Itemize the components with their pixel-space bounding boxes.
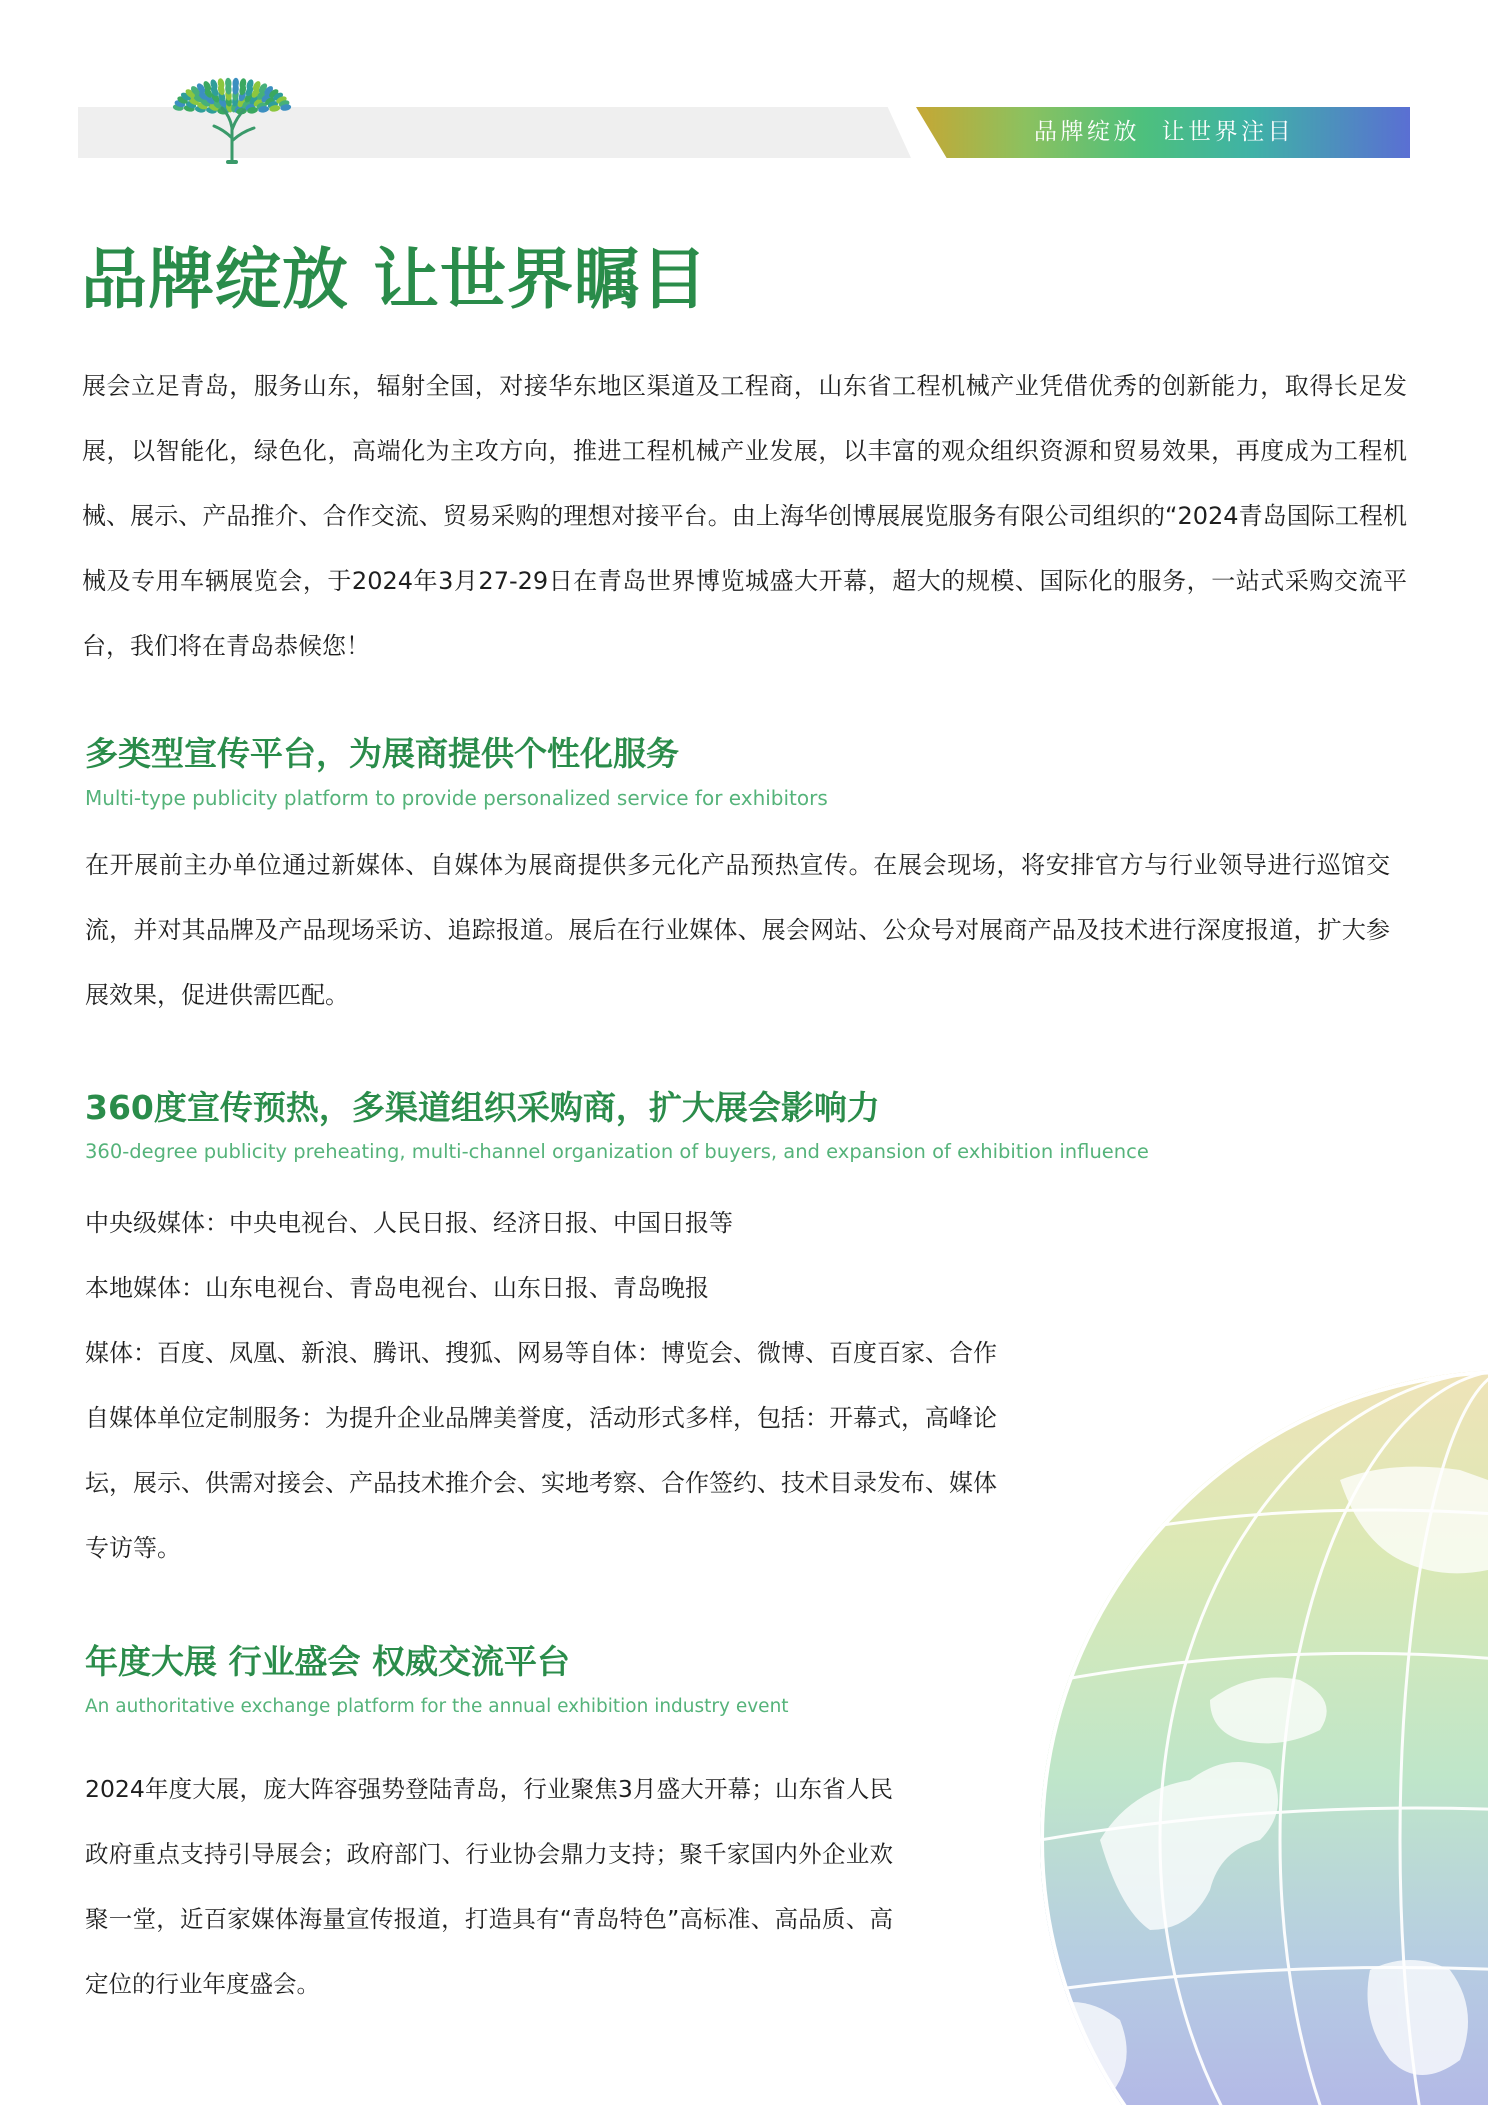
section-heading-annual: 年度大展 行业盛会 权威交流平台 xyxy=(85,1642,570,1681)
media-line: 专访等。 xyxy=(85,1534,181,1562)
section-subheading-360: 360-degree publicity preheating, multi-channel organization of buyers, and expansion of exhibition influence xyxy=(85,1140,1149,1163)
section-paragraph-publicity: 在开展前主办单位通过新媒体、自媒体为展商提供多元化产品预热宣传。在展会现场，将安排官方与行业领导进行巡馆交流，并对其品牌及产品现场采访、追踪报道。展后在行业媒体、展会网站、公众号对展商产品及技术进行深度报道，扩大参展效果，促进供需匹配。 xyxy=(85,851,1390,1009)
section-subheading-annual: An authoritative exchange platform for the annual exhibition industry event xyxy=(85,1696,789,1717)
header-slogan: 品牌绽放 让世界注目 xyxy=(1034,119,1295,145)
section-subheading-publicity: Multi-type publicity platform to provide personalized service for exhibitors xyxy=(85,786,828,810)
media-line: 本地媒体：山东电视台、青岛电视台、山东日报、青岛晚报 xyxy=(85,1274,709,1302)
section-heading-publicity: 多类型宣传平台，为展商提供个性化服务 xyxy=(85,734,679,773)
intro-paragraph: 展会立足青岛，服务山东，辐射全国，对接华东地区渠道及工程商，山东省工程机械产业凭借优秀的创新能力，取得长足发展，以智能化，绿色化，高端化为主攻方向，推进工程机械产业发展，以丰富的观众组织资源和贸易效果，再度成为工程机械、展示、产品推介、合作交流、贸易采购的理想对接平台。由上海华创博展展览服务有限公司组织的“2024青岛国际工程机械及专用车辆展览会，于2024年3月27-29日在青岛世界博览城盛大开幕，超大的规模、国际化的服务，一站式采购交流平台，我们将在青岛恭候您！ xyxy=(82,372,1407,660)
media-line: 自媒体单位定制服务：为提升企业品牌美誉度，活动形式多样，包括：开幕式，高峰论 xyxy=(85,1404,997,1432)
media-line: 媒体：百度、凤凰、新浪、腾讯、搜狐、网易等自体：博览会、微博、百度百家、合作 xyxy=(85,1339,997,1367)
tree-logo-icon xyxy=(170,68,300,164)
section-paragraph-annual: 2024年度大展，庞大阵容强势登陆青岛，行业聚焦3月盛大开幕；山东省人民政府重点支持引导展会；政府部门、行业协会鼎力支持；聚千家国内外企业欢聚一堂，近百家媒体海量宣传报道，打造具有“青岛特色”高标准、高品质、高定位的行业年度盛会。 xyxy=(85,1775,893,1998)
main-title: 品牌绽放 让世界瞩目 xyxy=(81,241,708,318)
media-line: 中央级媒体：中央电视台、人民日报、经济日报、中国日报等 xyxy=(85,1209,733,1237)
media-line: 坛，展示、供需对接会、产品技术推介会、实地考察、合作签约、技术目录发布、媒体 xyxy=(85,1469,997,1497)
globe-icon xyxy=(1040,1370,1488,2105)
section-heading-360: 360度宣传预热，多渠道组织采购商，扩大展会影响力 xyxy=(85,1088,880,1127)
